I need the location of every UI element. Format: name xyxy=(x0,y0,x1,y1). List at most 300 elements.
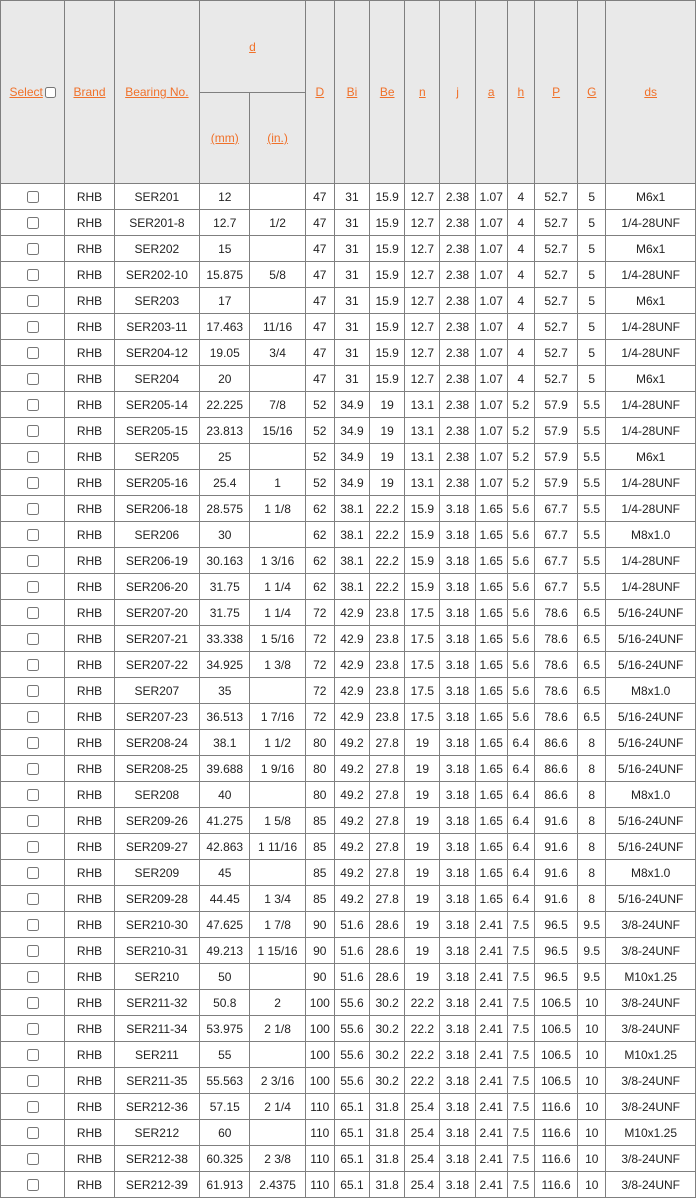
Be-cell: 28.6 xyxy=(370,912,405,938)
row-select-checkbox[interactable] xyxy=(27,763,39,775)
bearing-no-cell: SER209-28 xyxy=(114,886,199,912)
row-select-checkbox[interactable] xyxy=(27,685,39,697)
brand-cell: RHB xyxy=(65,1068,114,1094)
row-select-checkbox[interactable] xyxy=(27,451,39,463)
n-cell: 13.1 xyxy=(405,418,440,444)
ds-cell: M10x1.25 xyxy=(606,1042,696,1068)
select-cell xyxy=(1,522,65,548)
d-in-cell: 2 xyxy=(250,990,305,1016)
select-cell xyxy=(1,1120,65,1146)
row-select-checkbox[interactable] xyxy=(27,373,39,385)
h-cell: 5.2 xyxy=(507,418,534,444)
Bi-cell: 65.1 xyxy=(334,1094,369,1120)
row-select-checkbox[interactable] xyxy=(27,633,39,645)
Bi-cell: 31 xyxy=(334,210,369,236)
P-cell: 78.6 xyxy=(534,704,577,730)
h-cell: 6.4 xyxy=(507,834,534,860)
Be-cell: 27.8 xyxy=(370,730,405,756)
d-in-cell: 1 3/8 xyxy=(250,652,305,678)
ds-cell: 1/4-28UNF xyxy=(606,574,696,600)
row-select-checkbox[interactable] xyxy=(27,1127,39,1139)
d-in-cell xyxy=(250,288,305,314)
select-cell xyxy=(1,1146,65,1172)
D-cell: 100 xyxy=(305,1068,334,1094)
h-cell: 4 xyxy=(507,262,534,288)
a-cell: 1.65 xyxy=(475,678,507,704)
select-cell xyxy=(1,886,65,912)
P-cell: 78.6 xyxy=(534,652,577,678)
d-in-cell: 1/2 xyxy=(250,210,305,236)
d-sort-link[interactable]: d xyxy=(249,39,256,54)
ds-cell: 1/4-28UNF xyxy=(606,496,696,522)
d-mm-cell: 53.975 xyxy=(200,1016,250,1042)
G-cell: 10 xyxy=(578,1094,606,1120)
P-cell: 116.6 xyxy=(534,1172,577,1198)
Be-cell: 23.8 xyxy=(370,600,405,626)
D-cell: 85 xyxy=(305,886,334,912)
table-row xyxy=(1,1042,696,1068)
row-select-checkbox[interactable] xyxy=(27,893,39,905)
d-mm-cell: 45 xyxy=(200,860,250,886)
Be-cell: 31.8 xyxy=(370,1172,405,1198)
row-select-checkbox[interactable] xyxy=(27,1075,39,1087)
ds-cell: 5/16-24UNF xyxy=(606,652,696,678)
d-in-cell xyxy=(250,678,305,704)
Be-sort-link[interactable]: Be xyxy=(379,85,395,99)
d-in-cell xyxy=(250,522,305,548)
d-mm-cell: 15.875 xyxy=(200,262,250,288)
select-cell xyxy=(1,418,65,444)
d-mm-cell: 22.225 xyxy=(200,392,250,418)
Bi-cell: 42.9 xyxy=(334,652,369,678)
P-cell: 116.6 xyxy=(534,1120,577,1146)
D-sort-link[interactable]: D xyxy=(315,85,325,99)
a-cell: 1.65 xyxy=(475,574,507,600)
bearing-no-cell: SER203 xyxy=(114,288,199,314)
row-select-checkbox[interactable] xyxy=(27,945,39,957)
row-select-checkbox[interactable] xyxy=(27,269,39,281)
Be-cell: 15.9 xyxy=(370,262,405,288)
Bi-cell: 49.2 xyxy=(334,808,369,834)
select-cell xyxy=(1,860,65,886)
row-select-checkbox[interactable] xyxy=(27,1023,39,1035)
d-mm-sort-link[interactable]: (mm) xyxy=(210,131,239,145)
G-cell: 5.5 xyxy=(578,418,606,444)
row-select-checkbox[interactable] xyxy=(27,321,39,333)
row-select-checkbox[interactable] xyxy=(27,1179,39,1191)
h-cell: 4 xyxy=(507,366,534,392)
table-row xyxy=(1,730,696,756)
bearing-no-cell: SER212-36 xyxy=(114,1094,199,1120)
row-select-checkbox[interactable] xyxy=(27,997,39,1009)
d-in-cell: 1 11/16 xyxy=(250,834,305,860)
Be-cell: 30.2 xyxy=(370,1042,405,1068)
D-cell: 62 xyxy=(305,574,334,600)
table-row xyxy=(1,1094,696,1120)
Be-cell: 23.8 xyxy=(370,626,405,652)
table-row xyxy=(1,964,696,990)
G-cell: 5.5 xyxy=(578,392,606,418)
n-cell: 19 xyxy=(405,964,440,990)
j-cell: 3.18 xyxy=(440,834,475,860)
n-cell: 25.4 xyxy=(405,1172,440,1198)
ds-cell: 3/8-24UNF xyxy=(606,1172,696,1198)
brand-header xyxy=(65,1,114,184)
bearing-no-cell: SER209-27 xyxy=(114,834,199,860)
j-cell: 3.18 xyxy=(440,1094,475,1120)
row-select-checkbox[interactable] xyxy=(27,581,39,593)
G-cell: 9.5 xyxy=(578,938,606,964)
a-sort-link[interactable]: a xyxy=(487,85,495,99)
Be-cell: 15.9 xyxy=(370,210,405,236)
a-cell: 2.41 xyxy=(475,912,507,938)
n-sort-link[interactable]: n xyxy=(419,85,426,99)
P-cell: 116.6 xyxy=(534,1146,577,1172)
d-mm-cell: 31.75 xyxy=(200,600,250,626)
d-in-header xyxy=(250,93,305,184)
ds-cell: 5/16-24UNF xyxy=(606,886,696,912)
Be-cell: 30.2 xyxy=(370,990,405,1016)
table-row xyxy=(1,288,696,314)
G-sort-link[interactable]: G xyxy=(587,85,597,99)
row-select-checkbox[interactable] xyxy=(27,867,39,879)
d-in-cell: 7/8 xyxy=(250,392,305,418)
ds-cell: 3/8-24UNF xyxy=(606,990,696,1016)
bearing-no-cell: SER207-22 xyxy=(114,652,199,678)
d-in-cell: 1 1/8 xyxy=(250,496,305,522)
G-cell: 8 xyxy=(578,730,606,756)
d-in-cell: 1 1/4 xyxy=(250,574,305,600)
G-cell: 8 xyxy=(578,782,606,808)
ds-cell: M8x1.0 xyxy=(606,678,696,704)
n-cell: 17.5 xyxy=(405,678,440,704)
ds-cell: M6x1 xyxy=(606,366,696,392)
row-select-checkbox[interactable] xyxy=(27,815,39,827)
ds-cell: 5/16-24UNF xyxy=(606,626,696,652)
j-cell: 3.18 xyxy=(440,860,475,886)
ds-sort-link[interactable]: ds xyxy=(644,85,658,99)
j-cell: 3.18 xyxy=(440,704,475,730)
bearing-no-header xyxy=(114,1,199,184)
select-cell xyxy=(1,210,65,236)
G-cell: 5 xyxy=(578,340,606,366)
G-cell: 5 xyxy=(578,262,606,288)
a-cell: 1.07 xyxy=(475,262,507,288)
j-cell: 2.38 xyxy=(440,288,475,314)
d-mm-cell: 34.925 xyxy=(200,652,250,678)
D-cell: 85 xyxy=(305,860,334,886)
d-mm-header xyxy=(200,93,250,184)
j-sort-link[interactable]: j xyxy=(456,85,459,99)
h-cell: 4 xyxy=(507,210,534,236)
Bi-cell: 38.1 xyxy=(334,496,369,522)
brand-cell: RHB xyxy=(65,808,114,834)
h-cell: 7.5 xyxy=(507,990,534,1016)
row-select-checkbox[interactable] xyxy=(27,789,39,801)
j-cell: 3.18 xyxy=(440,548,475,574)
d-mm-cell: 60.325 xyxy=(200,1146,250,1172)
select-cell xyxy=(1,834,65,860)
row-select-checkbox[interactable] xyxy=(27,841,39,853)
Be-cell: 27.8 xyxy=(370,834,405,860)
n-cell: 19 xyxy=(405,860,440,886)
Bi-cell: 31 xyxy=(334,288,369,314)
row-select-checkbox[interactable] xyxy=(27,529,39,541)
n-cell: 22.2 xyxy=(405,1068,440,1094)
bearing-no-cell: SER206 xyxy=(114,522,199,548)
select-cell xyxy=(1,496,65,522)
row-select-checkbox[interactable] xyxy=(27,347,39,359)
table-row xyxy=(1,678,696,704)
Bi-cell: 31 xyxy=(334,314,369,340)
select-cell xyxy=(1,1094,65,1120)
G-cell: 10 xyxy=(578,1042,606,1068)
d-in-cell: 1 1/4 xyxy=(250,600,305,626)
ds-cell: M10x1.25 xyxy=(606,964,696,990)
ds-header xyxy=(606,1,696,184)
P-cell: 106.5 xyxy=(534,1068,577,1094)
row-select-checkbox[interactable] xyxy=(27,217,39,229)
bearing-no-cell: SER204 xyxy=(114,366,199,392)
table-row xyxy=(1,1068,696,1094)
a-cell: 1.65 xyxy=(475,600,507,626)
P-header xyxy=(534,1,577,184)
n-cell: 22.2 xyxy=(405,1042,440,1068)
P-cell: 78.6 xyxy=(534,600,577,626)
Bi-cell: 49.2 xyxy=(334,886,369,912)
brand-cell: RHB xyxy=(65,496,114,522)
j-cell: 3.18 xyxy=(440,1120,475,1146)
D-cell: 62 xyxy=(305,522,334,548)
D-cell: 47 xyxy=(305,236,334,262)
bearing-no-cell: SER203-11 xyxy=(114,314,199,340)
brand-sort-link[interactable]: Brand xyxy=(73,85,106,99)
h-cell: 5.6 xyxy=(507,574,534,600)
n-cell: 17.5 xyxy=(405,626,440,652)
j-cell: 2.38 xyxy=(440,262,475,288)
j-cell: 2.38 xyxy=(440,210,475,236)
D-cell: 110 xyxy=(305,1172,334,1198)
Bi-cell: 38.1 xyxy=(334,548,369,574)
brand-cell: RHB xyxy=(65,600,114,626)
D-cell: 72 xyxy=(305,652,334,678)
P-cell: 67.7 xyxy=(534,548,577,574)
select-cell xyxy=(1,184,65,210)
j-cell: 3.18 xyxy=(440,678,475,704)
h-cell: 4 xyxy=(507,314,534,340)
a-cell: 1.65 xyxy=(475,522,507,548)
select-all-checkbox[interactable] xyxy=(45,87,56,98)
brand-cell: RHB xyxy=(65,392,114,418)
j-cell: 3.18 xyxy=(440,808,475,834)
ds-cell: 1/4-28UNF xyxy=(606,418,696,444)
brand-cell: RHB xyxy=(65,1016,114,1042)
table-row xyxy=(1,548,696,574)
brand-cell: RHB xyxy=(65,288,114,314)
row-select-checkbox[interactable] xyxy=(27,243,39,255)
P-cell: 96.5 xyxy=(534,964,577,990)
d-in-sort-link[interactable]: (in.) xyxy=(267,131,288,145)
j-cell: 3.18 xyxy=(440,626,475,652)
Be-cell: 22.2 xyxy=(370,522,405,548)
row-select-checkbox[interactable] xyxy=(27,607,39,619)
a-cell: 1.07 xyxy=(475,366,507,392)
table-row xyxy=(1,574,696,600)
row-select-checkbox[interactable] xyxy=(27,659,39,671)
brand-cell: RHB xyxy=(65,912,114,938)
j-cell: 3.18 xyxy=(440,964,475,990)
D-cell: 110 xyxy=(305,1094,334,1120)
G-cell: 5 xyxy=(578,210,606,236)
row-select-checkbox[interactable] xyxy=(27,503,39,515)
P-sort-link[interactable]: P xyxy=(552,85,561,99)
D-cell: 100 xyxy=(305,990,334,1016)
Be-cell: 27.8 xyxy=(370,808,405,834)
table-row xyxy=(1,834,696,860)
D-cell: 80 xyxy=(305,782,334,808)
Bi-cell: 31 xyxy=(334,262,369,288)
Bi-cell: 55.6 xyxy=(334,1016,369,1042)
P-cell: 52.7 xyxy=(534,366,577,392)
a-cell: 1.07 xyxy=(475,184,507,210)
row-select-checkbox[interactable] xyxy=(27,1101,39,1113)
row-select-checkbox[interactable] xyxy=(27,295,39,307)
ds-cell: 5/16-24UNF xyxy=(606,756,696,782)
a-cell: 1.07 xyxy=(475,210,507,236)
P-cell: 52.7 xyxy=(534,340,577,366)
h-cell: 5.6 xyxy=(507,678,534,704)
select-header-link[interactable]: Select xyxy=(9,85,43,99)
Be-cell: 15.9 xyxy=(370,366,405,392)
ds-cell: 5/16-24UNF xyxy=(606,834,696,860)
P-cell: 78.6 xyxy=(534,626,577,652)
row-select-checkbox[interactable] xyxy=(27,477,39,489)
a-cell: 1.65 xyxy=(475,496,507,522)
j-cell: 2.38 xyxy=(440,236,475,262)
G-cell: 6.5 xyxy=(578,626,606,652)
j-cell: 3.18 xyxy=(440,652,475,678)
h-cell: 5.6 xyxy=(507,522,534,548)
row-select-checkbox[interactable] xyxy=(27,1049,39,1061)
Be-cell: 22.2 xyxy=(370,574,405,600)
row-select-checkbox[interactable] xyxy=(27,737,39,749)
D-cell: 72 xyxy=(305,678,334,704)
ds-cell: 5/16-24UNF xyxy=(606,704,696,730)
row-select-checkbox[interactable] xyxy=(27,971,39,983)
d-mm-cell: 15 xyxy=(200,236,250,262)
Bi-sort-link[interactable]: Bi xyxy=(346,85,358,99)
h-cell: 5.2 xyxy=(507,470,534,496)
Bi-cell: 34.9 xyxy=(334,392,369,418)
bearing-no-cell: SER211-35 xyxy=(114,1068,199,1094)
j-cell: 2.38 xyxy=(440,184,475,210)
Be-cell: 15.9 xyxy=(370,340,405,366)
j-cell: 3.18 xyxy=(440,1042,475,1068)
row-select-checkbox[interactable] xyxy=(27,919,39,931)
d-in-cell xyxy=(250,1120,305,1146)
d-in-cell: 1 5/16 xyxy=(250,626,305,652)
select-cell xyxy=(1,912,65,938)
brand-cell: RHB xyxy=(65,730,114,756)
Bi-cell: 34.9 xyxy=(334,418,369,444)
D-cell: 72 xyxy=(305,626,334,652)
d-mm-cell: 25.4 xyxy=(200,470,250,496)
row-select-checkbox[interactable] xyxy=(27,191,39,203)
brand-cell: RHB xyxy=(65,860,114,886)
brand-cell: RHB xyxy=(65,522,114,548)
n-cell: 12.7 xyxy=(405,314,440,340)
Bi-cell: 38.1 xyxy=(334,522,369,548)
brand-cell: RHB xyxy=(65,1042,114,1068)
ds-cell: 1/4-28UNF xyxy=(606,210,696,236)
table-row xyxy=(1,1016,696,1042)
select-cell xyxy=(1,652,65,678)
h-cell: 7.5 xyxy=(507,1016,534,1042)
d-in-cell xyxy=(250,860,305,886)
table-row xyxy=(1,236,696,262)
h-cell: 5.6 xyxy=(507,548,534,574)
d-mm-cell: 36.513 xyxy=(200,704,250,730)
n-cell: 15.9 xyxy=(405,574,440,600)
row-select-checkbox[interactable] xyxy=(27,1153,39,1165)
G-cell: 5 xyxy=(578,314,606,340)
row-select-checkbox[interactable] xyxy=(27,425,39,437)
n-cell: 25.4 xyxy=(405,1146,440,1172)
select-cell xyxy=(1,704,65,730)
Bi-cell: 55.6 xyxy=(334,1042,369,1068)
bearing-no-cell: SER212-38 xyxy=(114,1146,199,1172)
h-sort-link[interactable]: h xyxy=(517,85,525,99)
Be-cell: 19 xyxy=(370,470,405,496)
P-cell: 106.5 xyxy=(534,1042,577,1068)
d-in-cell: 1 3/4 xyxy=(250,886,305,912)
d-mm-cell: 47.625 xyxy=(200,912,250,938)
select-cell xyxy=(1,1172,65,1198)
row-select-checkbox[interactable] xyxy=(27,711,39,723)
row-select-checkbox[interactable] xyxy=(27,555,39,567)
d-in-cell: 1 9/16 xyxy=(250,756,305,782)
d-mm-cell: 17.463 xyxy=(200,314,250,340)
d-mm-cell: 55.563 xyxy=(200,1068,250,1094)
brand-cell: RHB xyxy=(65,1120,114,1146)
select-cell xyxy=(1,990,65,1016)
j-cell: 2.38 xyxy=(440,392,475,418)
ds-cell: M8x1.0 xyxy=(606,522,696,548)
d-header xyxy=(200,1,306,93)
a-cell: 2.41 xyxy=(475,1094,507,1120)
Be-cell: 22.2 xyxy=(370,496,405,522)
P-cell: 57.9 xyxy=(534,470,577,496)
d-mm-cell: 50.8 xyxy=(200,990,250,1016)
D-cell: 52 xyxy=(305,418,334,444)
n-cell: 12.7 xyxy=(405,236,440,262)
ds-cell: 3/8-24UNF xyxy=(606,1068,696,1094)
table-row xyxy=(1,600,696,626)
Bi-cell: 31 xyxy=(334,236,369,262)
D-cell: 47 xyxy=(305,340,334,366)
d-mm-cell: 38.1 xyxy=(200,730,250,756)
D-cell: 110 xyxy=(305,1120,334,1146)
D-cell: 62 xyxy=(305,496,334,522)
Be-cell: 15.9 xyxy=(370,288,405,314)
Be-cell: 30.2 xyxy=(370,1068,405,1094)
D-cell: 72 xyxy=(305,600,334,626)
bearing-no-sort-link[interactable]: Bearing No. xyxy=(125,85,189,99)
brand-cell: RHB xyxy=(65,548,114,574)
a-cell: 2.41 xyxy=(475,964,507,990)
brand-cell: RHB xyxy=(65,938,114,964)
row-select-checkbox[interactable] xyxy=(27,399,39,411)
